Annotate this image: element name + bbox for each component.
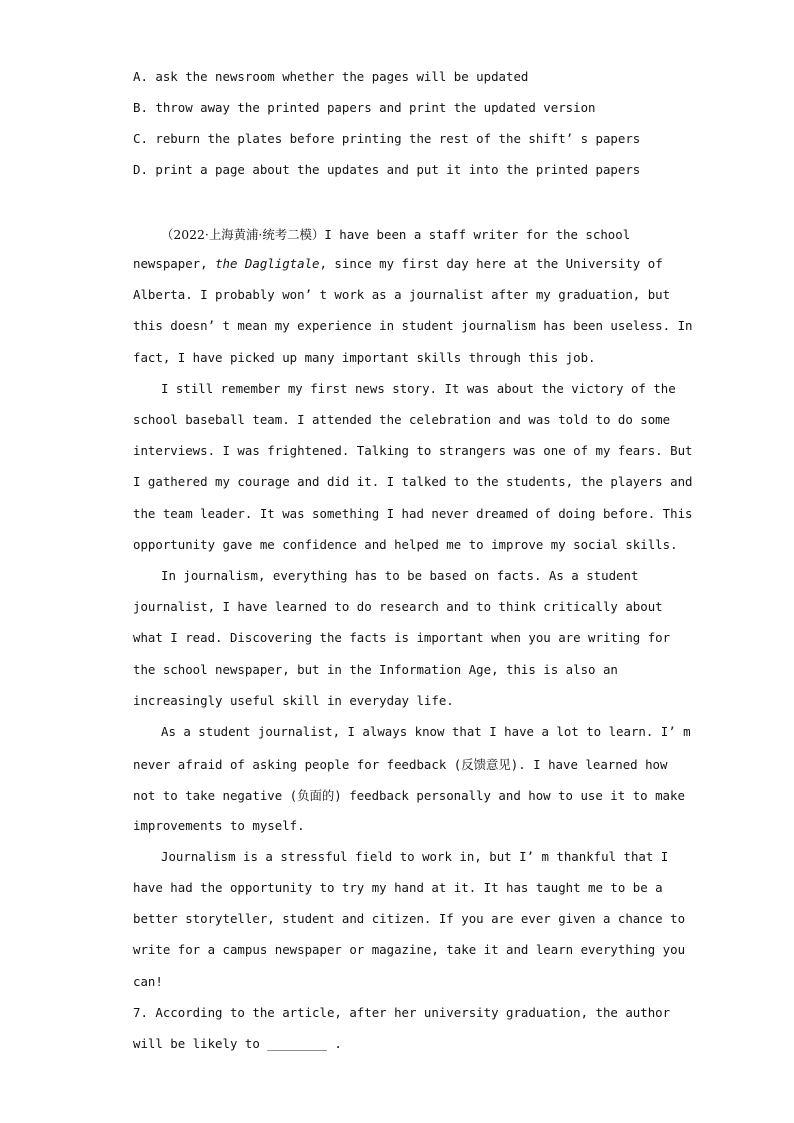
option-a: A. ask the newsroom whether the pages will be updated (133, 69, 529, 84)
chinese-gloss: 负面的 (297, 788, 335, 803)
question-line2: will be likely to ________ . (133, 1036, 342, 1051)
passage-p3-line4: the school newspaper, but in the Information Age, this is also an (133, 662, 618, 677)
passage-p5-line5: can! (133, 974, 163, 989)
passage-p1-line1: （2022·上海黄浦·统考二模）I have been a staff writer for the school (161, 227, 631, 242)
passage-p3-line1: In journalism, everything has to be based on facts. As a student (161, 568, 639, 583)
chinese-gloss: 反馈意见 (461, 757, 511, 772)
newspaper-title: the Dagligtale (215, 256, 320, 271)
passage-p4-line4: improvements to myself. (133, 818, 305, 833)
option-b: B. throw away the printed papers and print the updated version (133, 100, 596, 115)
passage-p3-line2: journalist, I have learned to do research and to think critically about (133, 599, 663, 614)
passage-source: （2022·上海黄浦·统考二模） (161, 227, 325, 242)
passage-p2-line5: the team leader. It was something I had never dreamed of doing before. This (133, 506, 693, 521)
passage-p2-line3: interviews. I was frightened. Talking to strangers was one of my fears. But (133, 443, 693, 458)
passage-p3-line3: what I read. Discovering the facts is important when you are writing for (133, 630, 671, 645)
passage-p4-line1: As a student journalist, I always know that I have a lot to learn. I’ m (161, 724, 691, 739)
passage-p2-line2: school baseball team. I attended the celebration and was told to do some (133, 412, 671, 427)
question-line1: 7. According to the article, after her university graduation, the author (133, 1005, 671, 1020)
passage-p1-line3: Alberta. I probably won’ t work as a journalist after my graduation, but (133, 287, 671, 302)
passage-p1-line2: newspaper, the Dagligtale, since my first day here at the University of (133, 256, 663, 271)
passage-p2-line6: opportunity gave me confidence and helped me to improve my social skills. (133, 537, 678, 552)
passage-p5-line2: have had the opportunity to try my hand at it. It has taught me to be a (133, 880, 663, 895)
passage-p1-line5: fact, I have picked up many important skills through this job. (133, 350, 596, 365)
passage-p5-line1: Journalism is a stressful field to work in, but I’ m thankful that I (161, 849, 669, 864)
passage-p1-line4: this doesn’ t mean my experience in student journalism has been useless. In (133, 318, 693, 333)
passage-p2-line1: I still remember my first news story. It was about the victory of the (161, 381, 676, 396)
passage-p3-line5: increasingly useful skill in everyday life. (133, 693, 454, 708)
option-c: C. reburn the plates before printing the rest of the shift’ s papers (133, 131, 641, 146)
passage-p4-line3: not to take negative (负面的) feedback personally and how to use it to make (133, 788, 685, 803)
passage-p5-line4: write for a campus newspaper or magazine, take it and learn everything you (133, 942, 686, 957)
option-d: D. print a page about the updates and put it into the printed papers (133, 162, 641, 177)
passage-p5-line3: better storyteller, student and citizen. If you are ever given a chance to (133, 911, 686, 926)
passage-p4-line2: never afraid of asking people for feedback (反馈意见). I have learned how (133, 757, 668, 772)
passage-p2-line4: I gathered my courage and did it. I talked to the students, the players and (133, 474, 693, 489)
